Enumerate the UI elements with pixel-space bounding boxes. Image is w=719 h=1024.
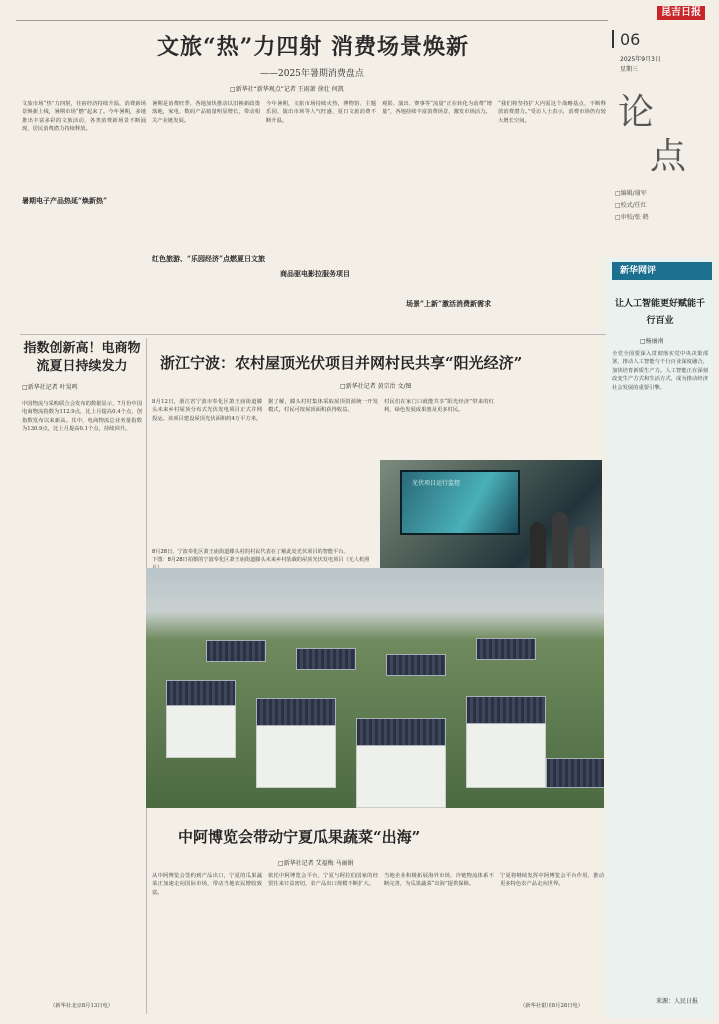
sidebar-byline: □新华社记者 叶昊鸣 <box>22 384 78 391</box>
main-subtitle: ——2025年暑期消费盘点 <box>260 69 364 79</box>
house-building <box>356 738 446 808</box>
issue-date: 2025年9月3日 <box>620 56 661 63</box>
ningxia-headline: 中阿博览会带动宁夏瓜果蔬菜“出海” <box>178 828 421 846</box>
zhejiang-caption-2: 下图：8月28日拍摄的宁波奉化区萧王庙街道滕头未来乡村装载的屋顶光伏发电项目（无人机照 <box>152 557 370 563</box>
editor-3: □审校/张 鹤 <box>615 214 649 221</box>
main-bottom-rule <box>20 334 608 335</box>
solar-roof <box>356 718 446 746</box>
main-col-2: 暑期是消费旺季，各地加快推动以旧换新政策落地，家电、数码产品销量明显增长，带动相关产业链发展。 <box>152 101 260 124</box>
monitor-screen <box>400 470 520 535</box>
page-number: 06 <box>620 30 641 49</box>
section-char-1: 论 <box>618 92 655 133</box>
house-building <box>466 718 546 788</box>
section-char-2: 点 <box>650 136 687 177</box>
solar-roof <box>386 654 446 676</box>
main-col-4: 观影、演出、赛事等“流量”正在转化为消费“增量”，各地持续丰富消费场景，激发市场活力。 <box>382 101 492 116</box>
zhejiang-headline: 浙江宁波：农村屋顶光伏项目并网村民共享“阳光经济” <box>160 354 523 372</box>
editor-1: □编辑/谢军 <box>615 190 647 197</box>
zhejiang-col-2: 据了解，滕头村村集体采取屋顶资源统一开发模式，村民可按屋顶面积获得收益。 <box>268 399 378 414</box>
solar-roof <box>166 680 236 706</box>
issue-weekday: 星期三 <box>620 66 639 73</box>
ningxia-col-4: 宁夏将继续发挥中阿博览会平台作用，推动更多特色农产品走向世界。 <box>500 873 604 888</box>
solar-roof <box>256 698 336 726</box>
solar-roof <box>476 638 536 660</box>
main-col-1: 文旅市场“热”力四射，住宿经济持续升温，消费新场景焕新上线，暑期市场“燃”起来了。今年暑期，多地推出丰富多彩的文旅活动，各类消费新场景不断涌现，居民消费潜力持续释放。 <box>22 101 146 133</box>
sidebar-body: 中国物流与采购联合会发布的数据显示，7月份中国电商物流指数为112.9点，比上月提高0.4个点，创指数发布以来新高。其中，电商物流总业务量指数为130.9点，比上月提高0.1个点，持续回升。 <box>22 401 142 433</box>
monitor-screen-text: 光伏项目运行监控 <box>412 480 461 487</box>
zhejiang-caption-1: 8月28日，宁波奉化区萧王庙街道滕头村的村民代表在了解此处光伏项目的智能平台。 <box>152 549 349 555</box>
page-number-bar <box>612 30 614 48</box>
main-headline: 文旅“热”力四射 消费场景焕新 <box>157 34 469 60</box>
xinhua-review-byline: □杨丽南 <box>640 338 664 345</box>
subhead-2: 红色旅游、“乐园经济”点燃夏日文旅 <box>152 254 266 263</box>
zhejiang-col-1: 8月12日，浙江省宁波市奉化区萧王庙街道滕头未来乡村屋顶分布式光伏发电项目正式并网投运。该项目建设屋顶光伏面积约4万平方米。 <box>152 399 262 422</box>
newspaper-logo: 昆吉日报 <box>657 6 705 20</box>
solar-roof <box>206 640 266 662</box>
main-col-5: “我们将坚持扩大内需这个战略基点，不断释放消费潜力。”受访人士表示，消费市场仍有较大增长空间。 <box>498 101 606 124</box>
main-byline: □新华社“新华观点”记者 王雨萧 徐壮 何凯 <box>230 86 344 93</box>
zhejiang-col-3: 村民们在家门口就能共享“阳光经济”带来的红利，绿色发展成果惠及更多村民。 <box>384 399 494 414</box>
zhejiang-photo-control-room <box>380 460 602 582</box>
sidebar-story <box>22 340 142 391</box>
editor-2: □校式/任红 <box>615 202 647 209</box>
zhejiang-byline: □新华社记者 黄宗治 文/图 <box>340 383 412 390</box>
subhead-4: 场景“上新”激活消费新需求 <box>406 299 492 308</box>
subhead-1: 暑期电子产品热延“焕新热” <box>22 196 108 205</box>
sidebar-source: （新华社北京8月13日电） <box>50 1003 114 1009</box>
xinhua-review-tag: 新华网评 <box>612 262 712 280</box>
house-building <box>256 718 336 788</box>
ningxia-col-3: 当地企业积极拓展海外市场，冷链物流体系不断完善，为瓜果蔬菜“出海”提供保障。 <box>384 873 494 888</box>
solar-roof <box>466 696 546 724</box>
main-col-3: 今年暑期，文旅市场持续火热，博物馆、主题乐园、演出市场等人气旺盛，夏日文旅消费不断升温。 <box>266 101 376 124</box>
xinhua-review-body: 全党全国要深入贯彻落实党中央决策部署，推动人工智能与千行百业深度融合，加快培育新质生产力。人工智能正在深刻改变生产方式和生活方式，成为推动经济社会发展的重要引擎。 <box>612 351 708 391</box>
solar-roof <box>296 648 356 670</box>
subhead-3: 商品驱电影拉服务项目 <box>280 269 350 278</box>
ningxia-source: （新华社银川8月28日电） <box>520 1003 584 1009</box>
top-rule <box>16 20 608 21</box>
xinhua-review-headline: 让人工智能更好赋能千行百业 <box>614 299 705 326</box>
zhejiang-photo-solar-roofs <box>146 568 604 808</box>
ningxia-col-2: 依托中阿博览会平台，宁夏与阿拉伯国家的经贸往来日益密切，农产品出口规模不断扩大。 <box>268 873 378 888</box>
ningxia-col-1: 从中阿博览会签约到产品出口，宁夏的瓜果蔬菜正加速走向国际市场，带动当地农民增收致富。 <box>152 873 262 896</box>
solar-roof <box>546 758 604 788</box>
xinhua-review-source: 来源：人民日报 <box>656 998 699 1005</box>
house-building <box>166 698 236 758</box>
sidebar-headline: 指数创新高！电商物流夏日持续发力 <box>23 341 141 374</box>
ningxia-byline: □新华社记者 艾福梅 马丽娟 <box>278 860 354 867</box>
